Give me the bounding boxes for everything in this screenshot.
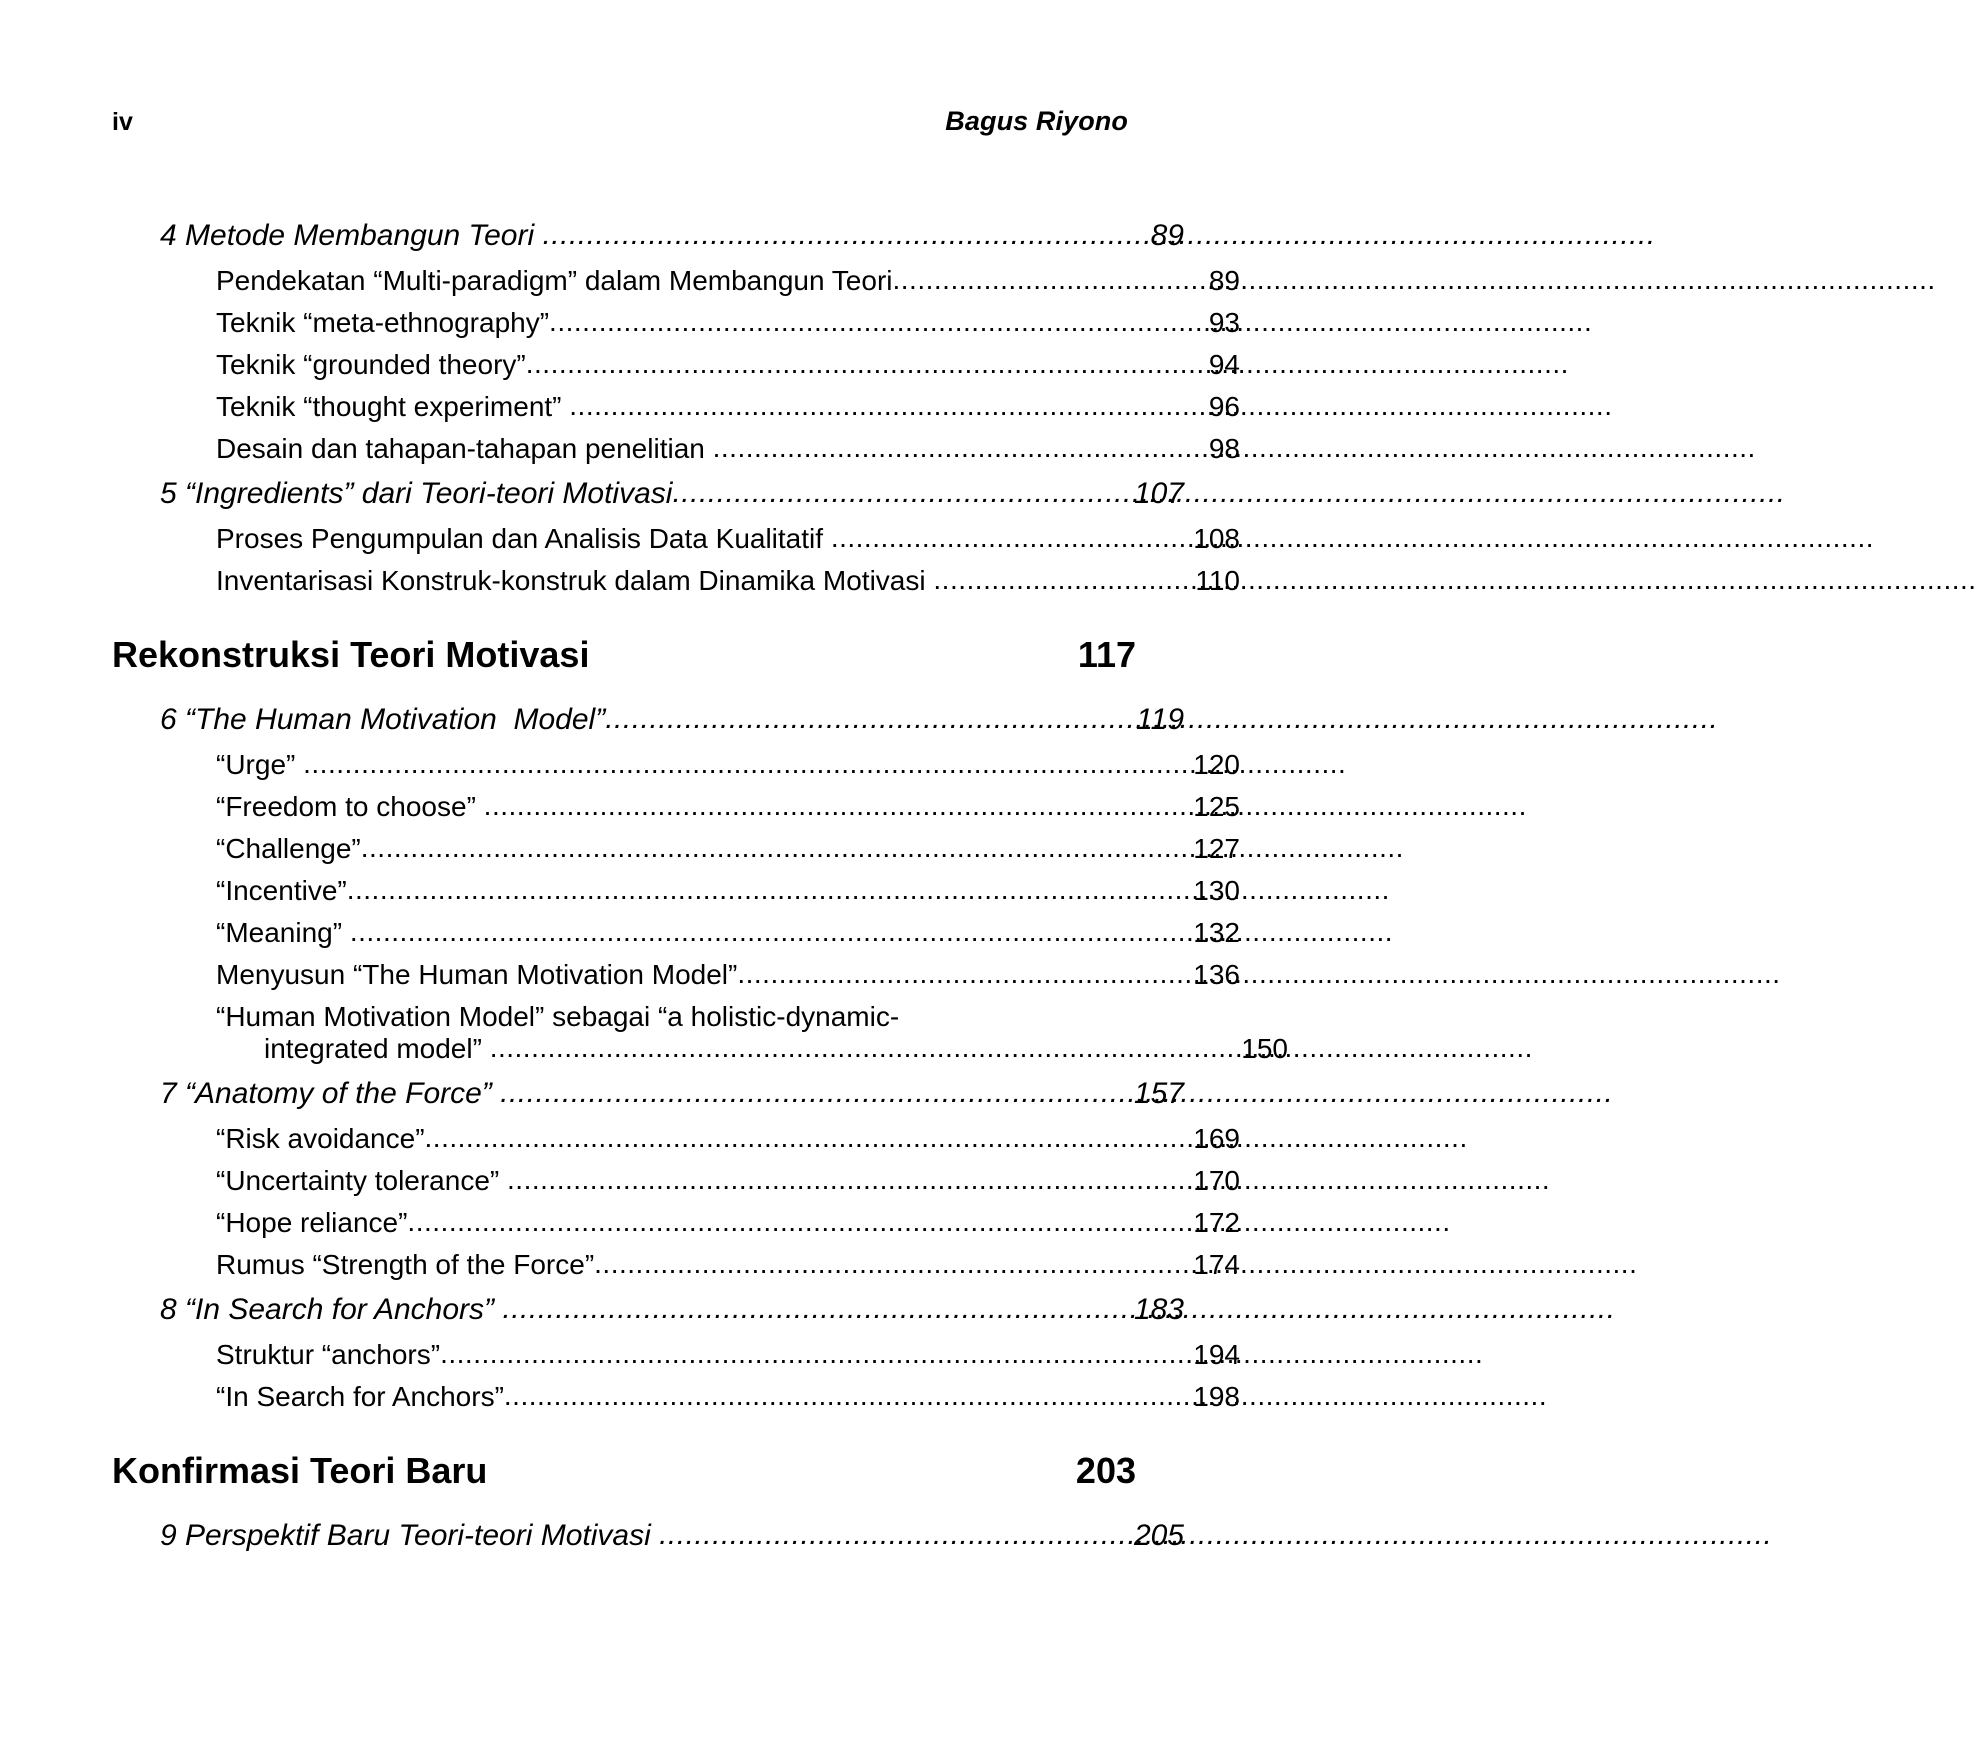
toc-page-number: 107 [1133, 477, 1184, 510]
toc-leader-dots [569, 392, 1209, 420]
toc-entry-title: Struktur “anchors” [216, 1339, 441, 1370]
toc-entry-title: Pendekatan “Multi-paradigm” dalam Membangun Teori [216, 265, 893, 296]
toc-page-number: 120 [1193, 749, 1240, 780]
toc-leader-dots [502, 1294, 1134, 1324]
toc-entry-title: “Urge” [216, 749, 304, 780]
toc-page-number: 98 [1208, 433, 1240, 464]
toc-leader-dots [507, 1166, 1193, 1194]
toc-page-number: 93 [1208, 307, 1240, 338]
toc-leader-dots [542, 220, 1150, 250]
toc-subentry[interactable] [216, 428, 1240, 470]
toc-subentry[interactable] [216, 302, 1240, 344]
toc-chapter-entry[interactable] [160, 470, 1184, 518]
toc-page-number: 89 [1150, 219, 1184, 252]
toc-subentry[interactable] [216, 1334, 1240, 1376]
toc-entry-title: Inventarisasi Konstruk-konstruk dalam Dinamika Motivasi [216, 565, 934, 596]
toc-leader-dots [350, 918, 1193, 946]
toc-leader-dots [737, 960, 1193, 988]
running-head [112, 106, 1128, 137]
toc-chapter-entry[interactable] [160, 1286, 1184, 1334]
toc-page-number: 108 [1193, 523, 1240, 554]
toc-leader-dots [659, 1520, 1134, 1550]
toc-entry-title: “Risk avoidance” [216, 1123, 425, 1154]
toc-leader-dots [672, 478, 1134, 508]
toc-leader-dots [500, 1078, 1134, 1108]
toc-entry-title: Menyusun “The Human Motivation Model” [216, 959, 738, 990]
toc-entry-title: 6 “The Human Motivation Model” [160, 703, 606, 736]
toc-entry-title: “In Search for Anchors” [216, 1381, 504, 1412]
toc-subentry[interactable] [216, 1376, 1240, 1418]
toc-subentry[interactable] [216, 344, 1240, 386]
toc-leader-dots [831, 524, 1193, 552]
toc-page-number: 170 [1193, 1165, 1240, 1196]
toc-page-number: 96 [1208, 391, 1240, 422]
toc-page-number: 194 [1193, 1339, 1240, 1370]
toc-leader-dots [893, 266, 1209, 294]
toc-page-number: 169 [1193, 1123, 1240, 1154]
toc-entry-title: Teknik “grounded theory” [216, 349, 526, 380]
toc-entry-title: Teknik “meta-ethnography” [216, 307, 550, 338]
toc-page-number: 125 [1193, 791, 1240, 822]
toc-subentry[interactable] [216, 870, 1240, 912]
toc-page-number: 205 [1133, 1519, 1184, 1552]
toc-subentry[interactable] [216, 560, 1240, 602]
toc-page-number: 183 [1133, 1293, 1184, 1326]
toc-subentry[interactable] [216, 912, 1240, 954]
toc-subentry[interactable] [216, 744, 1240, 786]
toc-entry-title: “Uncertainty tolerance” [216, 1165, 508, 1196]
toc-page-number: 198 [1193, 1381, 1240, 1412]
toc-leader-dots [490, 1034, 1242, 1062]
page-folio: iv [112, 108, 134, 136]
toc-part-page-number: 117 [1077, 634, 1136, 675]
toc-part-title: Konfirmasi Teori Baru [112, 1450, 488, 1491]
toc-page-number: 132 [1193, 917, 1240, 948]
toc-leader-dots [347, 876, 1194, 904]
toc-leader-dots [440, 1340, 1193, 1368]
toc-entry-title: “Freedom to choose” [216, 791, 484, 822]
toc-entry-title: 7 “Anatomy of the Force” [160, 1077, 501, 1110]
toc-page-number: 119 [1136, 703, 1184, 736]
toc-subentry[interactable] [216, 518, 1240, 560]
toc-leader-dots [933, 566, 1195, 594]
toc-entry-title: 5 “Ingredients” dari Teori-teori Motivasi [160, 477, 673, 510]
toc-leader-dots [605, 704, 1136, 734]
toc-page-number: 157 [1133, 1077, 1184, 1110]
toc-entry-title: Teknik “thought experiment” [216, 391, 570, 422]
toc-leader-dots [549, 308, 1209, 336]
toc-page-number: 94 [1208, 349, 1240, 380]
toc-chapter-entry[interactable] [160, 212, 1184, 260]
toc-part-page-number: 203 [1075, 1450, 1136, 1491]
toc-leader-dots [303, 750, 1193, 778]
toc-leader-dots [425, 1124, 1194, 1152]
toc-page-number: 150 [1241, 1033, 1288, 1064]
toc-entry-title: “Human Motivation Model” sebagai “a holistic-dynamic- [216, 1001, 900, 1032]
toc-entry-title-continued: integrated model” [264, 1033, 490, 1064]
toc-subentry[interactable] [216, 260, 1240, 302]
toc-leader-dots [361, 834, 1194, 862]
toc-subentry[interactable] [216, 1118, 1240, 1160]
toc-entry-title: Proses Pengumpulan dan Analisis Data Kualitatif [216, 523, 831, 554]
toc-entry[interactable] [264, 1031, 1288, 1070]
toc-subentry[interactable] [216, 786, 1240, 828]
book-author: Bagus Riyono [945, 106, 1128, 136]
toc-leader-dots [594, 1250, 1193, 1278]
toc-part-heading[interactable] [112, 1418, 1136, 1512]
toc-entry-line[interactable] [216, 996, 1240, 1031]
toc-subentry[interactable] [216, 954, 1240, 996]
toc-chapter-entry[interactable] [160, 1070, 1184, 1118]
toc-subentry[interactable] [216, 386, 1240, 428]
toc-subentry[interactable] [216, 1160, 1240, 1202]
toc-chapter-entry[interactable] [160, 696, 1184, 744]
toc-page-number: 127 [1193, 833, 1240, 864]
toc-entry-title: 8 “In Search for Anchors” [160, 1293, 503, 1326]
toc-leader-dots [504, 1382, 1193, 1410]
toc-subentry[interactable] [216, 1202, 1240, 1244]
toc-subentry[interactable] [216, 1244, 1240, 1286]
toc-leader-dots [526, 350, 1209, 378]
toc-page-number: 89 [1208, 265, 1240, 296]
toc-leader-dots [484, 792, 1194, 820]
toc-page-number: 110 [1195, 565, 1240, 596]
toc-page-number: 172 [1193, 1207, 1240, 1238]
toc-entry-title: “Hope reliance” [216, 1207, 408, 1238]
toc-part-heading[interactable] [112, 602, 1136, 696]
toc-entry-title: “Challenge” [216, 833, 361, 864]
toc-leader-dots [407, 1208, 1193, 1236]
toc-page-number: 174 [1193, 1249, 1240, 1280]
toc-entry-title: Desain dan tahapan-tahapan penelitian [216, 433, 713, 464]
toc-page-number: 130 [1193, 875, 1240, 906]
toc-page-number: 136 [1193, 959, 1240, 990]
toc-entry-title: 9 Perspektif Baru Teori-teori Motivasi [160, 1519, 660, 1552]
toc-entry-title: “Incentive” [216, 875, 347, 906]
toc-part-title: Rekonstruksi Teori Motivasi [112, 634, 590, 675]
table-of-contents [112, 212, 1288, 1560]
toc-entry-title: 4 Metode Membangun Teori [160, 219, 543, 252]
toc-chapter-entry[interactable] [160, 1512, 1184, 1560]
toc-entry-title: “Meaning” [216, 917, 350, 948]
toc-entry-title: Rumus “Strength of the Force” [216, 1249, 595, 1280]
toc-subentry[interactable] [216, 828, 1240, 870]
toc-leader-dots [713, 434, 1209, 462]
